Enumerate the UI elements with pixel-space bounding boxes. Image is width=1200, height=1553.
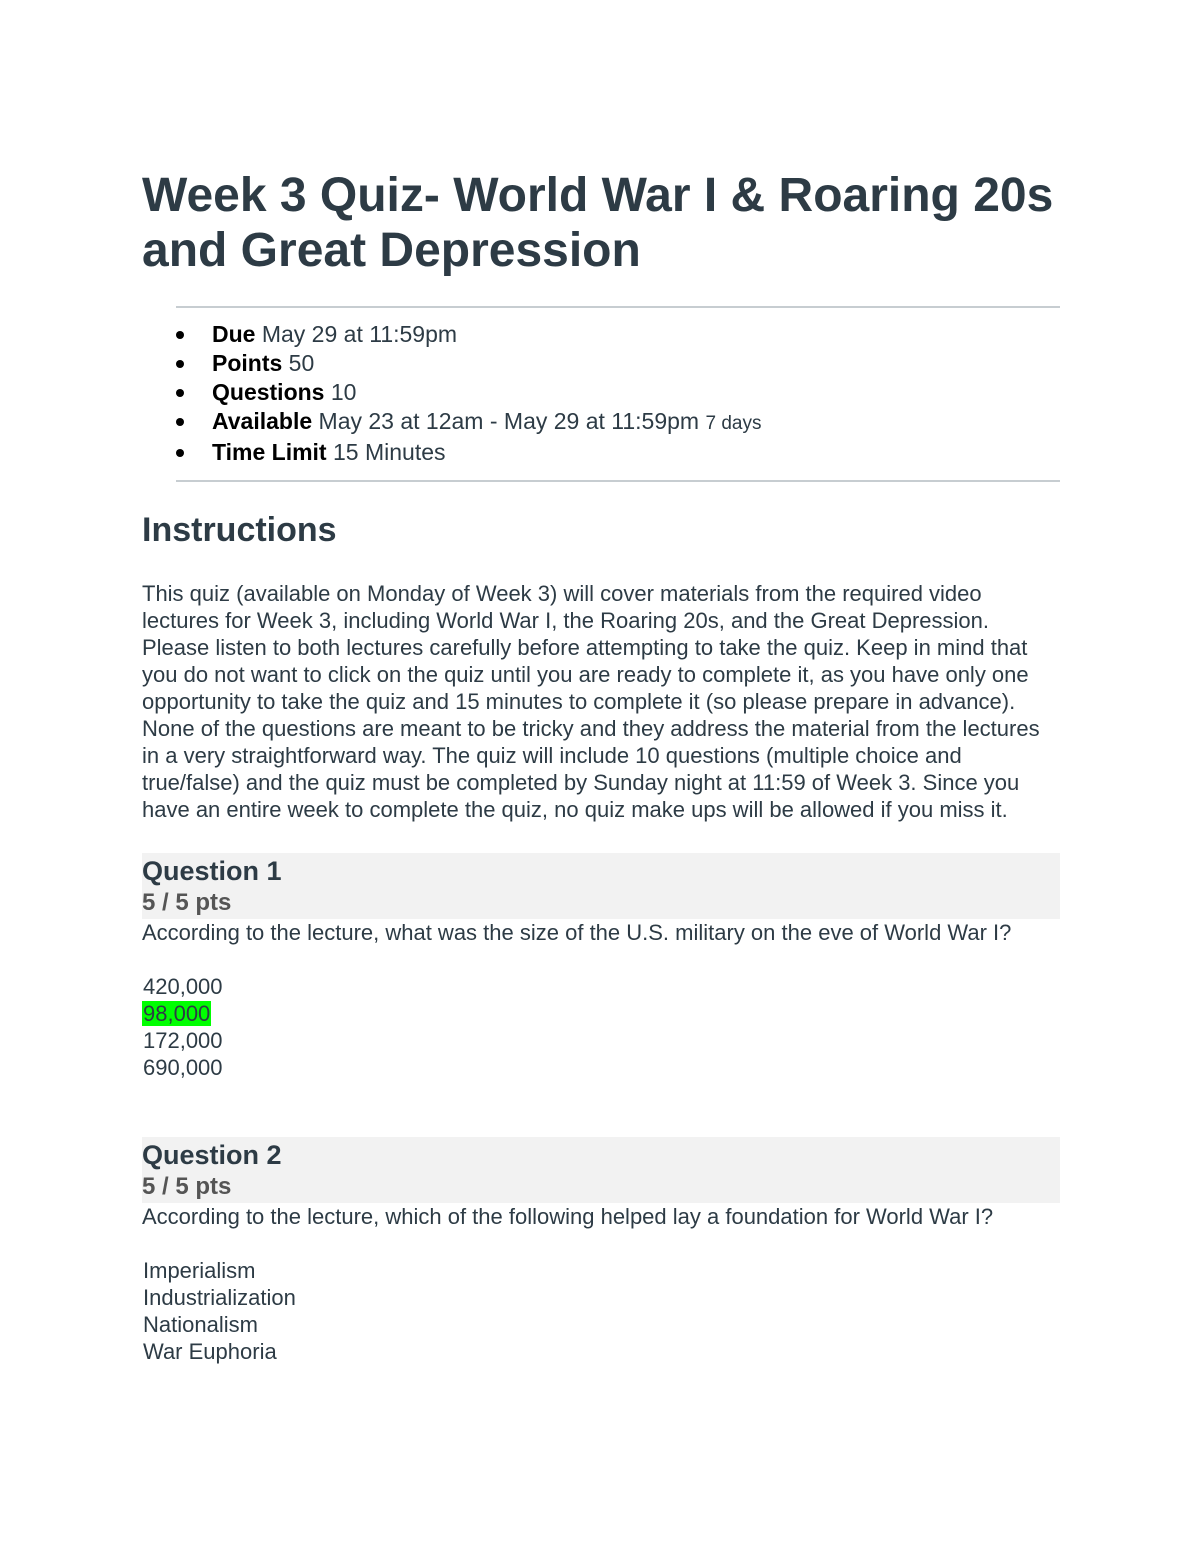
question-1-header [142,853,1060,919]
meta-divider-bottom [176,480,1060,482]
question-1-answers [142,973,1060,1081]
answer-option: 420,000 [143,974,223,999]
meta-available-duration: 7 days [705,413,762,434]
answer-option-highlighted: 98,000 [143,1001,211,1026]
answer-option: War Euphoria [143,1339,277,1364]
meta-time-limit-label: Time Limit [212,439,327,465]
answer-option: Imperialism [143,1258,256,1283]
question-1-text: According to the lecture, what was the size of the U.S. military on the eve of World War I? [142,920,1012,945]
answer-option: 690,000 [143,1055,223,1080]
meta-divider-top [176,306,1060,308]
meta-due-value: May 29 at 11:59pm [261,321,458,347]
meta-questions-label: Questions [212,379,325,405]
quiz-title: Week 3 Quiz- World War I & Roaring 20s and Great Depression [142,169,1054,277]
meta-time-limit-value: 15 Minutes [333,439,446,465]
question-2-answers [142,1257,1060,1365]
instructions-heading: Instructions [142,511,337,549]
meta-available [212,407,1060,438]
question-1 [142,853,1060,1081]
meta-points-value: 50 [288,350,315,376]
question-2-points: 5 / 5 pts [142,1173,232,1200]
meta-available-value: May 23 at 12am - May 29 at 11:59pm [318,408,700,434]
question-2-title: Question 2 [142,1140,282,1170]
answer-option: Nationalism [143,1312,258,1337]
instructions-body: This quiz (available on Monday of Week 3) will cover materials from the required video lectures for Week 3, including World War I, the Roaring 20s, and the Great Depression. Please listen to both lectures carefully before attempting to take the quiz. Keep in mind that you do not want to click on the quiz until you are ready to complete it, as you have only one opportunity to take the quiz and 15 minutes to complete it (so please prepare in advance). None of the questions are meant to be tricky and they address the material from the lectures in a very straightforward way. The quiz will include 10 questions (multiple choice and true/false) and the quiz must be completed by Sunday night at 11:59 of Week 3. Since you have an entire week to complete the quiz, no quiz make ups will be allowed if you miss it. [142,581,1040,822]
quiz-content [142,168,1060,1365]
answer-option: 172,000 [143,1028,223,1053]
question-2-text: According to the lecture, which of the following helped lay a foundation for World War I? [142,1204,994,1229]
meta-due [212,320,1060,349]
meta-available-label: Available [212,408,313,434]
meta-points-label: Points [212,350,283,376]
question-2 [142,1137,1060,1365]
question-2-header [142,1137,1060,1203]
question-1-title: Question 1 [142,856,282,886]
question-1-points: 5 / 5 pts [142,889,232,916]
meta-time-limit [212,438,1060,467]
quiz-meta-list [142,320,1060,467]
meta-questions-value: 10 [330,379,357,405]
meta-questions [212,378,1060,407]
answer-option: Industrialization [143,1285,296,1310]
meta-due-label: Due [212,321,256,347]
meta-points [212,349,1060,378]
